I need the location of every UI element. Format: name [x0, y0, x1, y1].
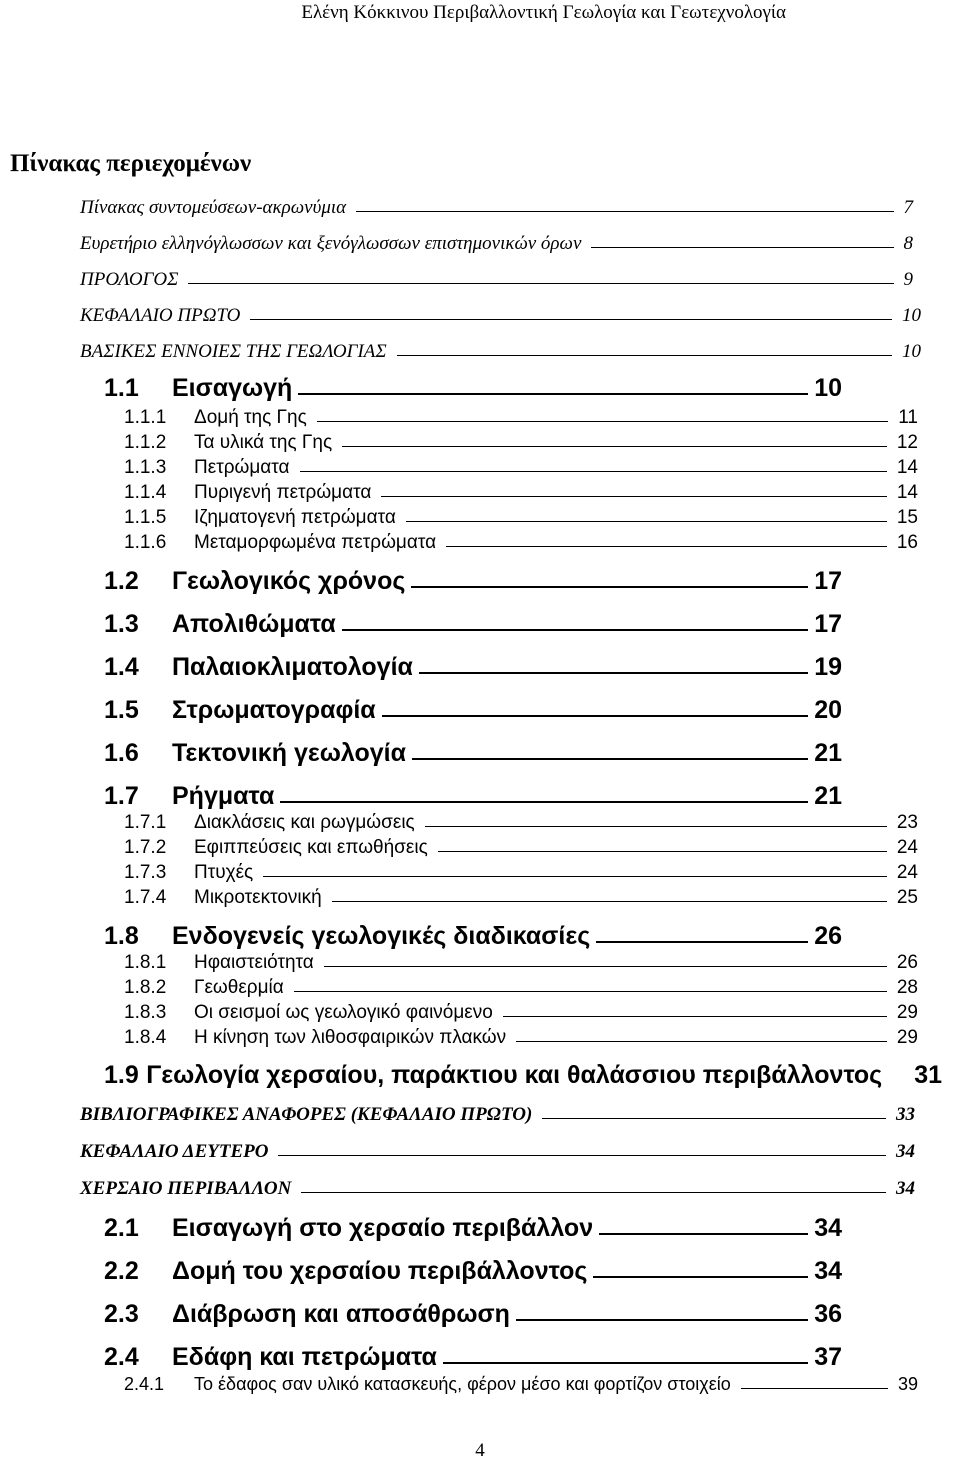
toc-section-page: 10	[814, 374, 842, 402]
dot-leader	[381, 496, 887, 497]
toc-subsection-title: Διακλάσεις και ρωγμώσεις	[194, 812, 415, 833]
dot-leader	[599, 1233, 808, 1235]
toc-subsection-title: Γεωθερμία	[194, 977, 284, 998]
toc-section-page: 21	[814, 739, 842, 767]
toc-subsection-title: Πυριγενή πετρώματα	[194, 482, 372, 503]
toc-section[interactable]	[104, 610, 842, 639]
dot-leader	[593, 1276, 808, 1278]
toc-section[interactable]	[104, 374, 842, 403]
toc-section-number: 1.2	[104, 567, 139, 595]
toc-title: Πίνακας περιεχομένων	[10, 150, 252, 177]
toc-section[interactable]	[104, 922, 842, 951]
toc-section[interactable]	[104, 782, 842, 811]
dot-leader	[342, 446, 887, 447]
toc-section-title: Παλαιοκλιματολογία	[172, 653, 413, 681]
toc-subsection-page: 15	[896, 507, 918, 528]
toc-entry[interactable]	[80, 1141, 915, 1163]
toc-subsection-page: 26	[896, 952, 918, 973]
dot-leader	[516, 1041, 887, 1042]
toc-subsection-title: Το έδαφος σαν υλικό κατασκευής, φέρον μέσο και φορτίζον στοιχείο	[194, 1374, 731, 1394]
toc-subsection[interactable]	[124, 1027, 918, 1049]
dot-leader	[300, 471, 887, 472]
toc-subsection-number: 1.1.1	[124, 407, 167, 428]
toc-section[interactable]	[104, 1300, 842, 1329]
toc-subsection-title: Πτυχές	[194, 862, 254, 883]
dot-leader	[250, 319, 892, 320]
dot-leader	[382, 715, 809, 717]
toc-section-title: Εισαγωγή	[172, 374, 293, 402]
toc-subsection[interactable]	[124, 862, 918, 884]
toc-subsection[interactable]	[124, 812, 918, 834]
toc-subsection-page: 11	[898, 407, 918, 428]
toc-subsection[interactable]	[124, 977, 918, 999]
toc-section[interactable]	[104, 1257, 842, 1286]
toc-subsection[interactable]	[124, 432, 918, 454]
dot-leader	[503, 1016, 887, 1017]
toc-section-number: 1.8	[104, 922, 139, 950]
toc-section-number: 2.3	[104, 1300, 139, 1328]
toc-section-title: Τεκτονική γεωλογία	[172, 739, 406, 767]
toc-section-title: Γεωλογία χερσαίου, παράκτιου και θαλάσσιου περιβάλλοντος	[146, 1061, 883, 1089]
toc-entry-page: 8	[903, 233, 913, 254]
toc-subsection-number: 1.1.2	[124, 432, 167, 453]
toc-section-title: Ρήγματα	[172, 782, 275, 810]
toc-subsection-number: 1.8.2	[124, 977, 167, 998]
toc-subsection-title: Τα υλικά της Γης	[194, 432, 333, 453]
toc-section[interactable]	[104, 696, 842, 725]
dot-leader	[342, 629, 808, 631]
toc-section-number: 1.1	[104, 374, 139, 402]
toc-subsection-number: 1.8.3	[124, 1002, 167, 1023]
toc-section-page: 17	[814, 610, 842, 638]
dot-leader	[324, 966, 887, 967]
toc-subsection-page: 39	[897, 1374, 918, 1394]
toc-section-title: Ενδογενείς γεωλογικές διαδικασίες	[172, 922, 591, 950]
toc-subsection-title: Δομή της Γης	[194, 407, 307, 428]
toc-section-number: 1.7	[104, 782, 139, 810]
toc-subsection[interactable]	[124, 407, 918, 429]
toc-subsection-title: Μικροτεκτονική	[194, 887, 322, 908]
dot-leader	[317, 421, 889, 422]
toc-subsection-title: Οι σεισμοί ως γεωλογικό φαινόμενο	[194, 1002, 493, 1023]
dot-leader	[411, 586, 808, 588]
toc-subsection[interactable]	[124, 532, 918, 554]
toc-subsection-page: 24	[896, 862, 918, 883]
dot-leader	[294, 991, 887, 992]
toc-section-title: Εισαγωγή στο χερσαίο περιβάλλον	[172, 1214, 594, 1242]
toc-subsection-page: 25	[896, 887, 918, 908]
toc-subsection[interactable]	[124, 482, 918, 504]
toc-entry-title: ΒΙΒΛΙΟΓΡΑΦΙΚΕΣ ΑΝΑΦΟΡΕΣ (ΚΕΦΑΛΑΙΟ ΠΡΩΤΟ)	[80, 1104, 533, 1125]
toc-subsection-number: 1.7.2	[124, 837, 167, 858]
toc-subsection-title: Ιζηματογενή πετρώματα	[194, 507, 396, 528]
toc-section[interactable]	[104, 739, 842, 768]
toc-subsection-title: Μεταμορφωμένα πετρώματα	[194, 532, 437, 553]
toc-subsection[interactable]	[124, 887, 918, 909]
dot-leader	[596, 941, 808, 943]
dot-leader	[412, 758, 808, 760]
toc-entry[interactable]	[80, 197, 913, 219]
toc-entry[interactable]	[80, 1104, 915, 1126]
toc-section-page: 21	[814, 782, 842, 810]
toc-section-number: 1.6	[104, 739, 139, 767]
toc-section-page: 34	[814, 1257, 842, 1285]
toc-section-title: Διάβρωση και αποσάθρωση	[172, 1300, 510, 1328]
dot-leader	[406, 521, 887, 522]
toc-subsection-number: 1.8.4	[124, 1027, 167, 1048]
toc-section-page: 26	[814, 922, 842, 950]
toc-section-title: Δομή του χερσαίου περιβάλλοντος	[172, 1257, 588, 1285]
running-header: Ελένη Κόκκινου Περιβαλλοντική Γεωλογία και Γεωτεχνολογία	[301, 2, 786, 23]
toc-subsection-page: 14	[896, 482, 918, 503]
toc-entry-title: ΚΕΦΑΛΑΙΟ ΠΡΩΤΟ	[80, 305, 241, 326]
dot-leader	[425, 826, 887, 827]
toc-section-page: 34	[814, 1214, 842, 1242]
toc-entry-title: ΒΑΣΙΚΕΣ ΕΝΝΟΙΕΣ ΤΗΣ ΓΕΩΛΟΓΙΑΣ	[80, 341, 387, 362]
dot-leader	[542, 1118, 886, 1119]
toc-entry-page: 33	[896, 1104, 915, 1125]
toc-section-page: 19	[814, 653, 842, 681]
toc-section-number: 1.5	[104, 696, 139, 724]
toc-entry[interactable]	[80, 233, 913, 255]
toc-entry[interactable]	[80, 269, 913, 291]
toc-section-page: 20	[814, 696, 842, 724]
toc-subsection-number: 1.7.4	[124, 887, 167, 908]
toc-section-number: 1.3	[104, 610, 139, 638]
toc-subsection-title: Ηφαιστειότητα	[194, 952, 314, 973]
toc-subsection[interactable]	[124, 457, 918, 479]
toc-entry-page: 10	[902, 305, 921, 326]
toc-subsection-page: 12	[896, 432, 918, 453]
toc-section-page: 17	[814, 567, 842, 595]
toc-subsection-title: Εφιππεύσεις και επωθήσεις	[194, 837, 428, 858]
toc-subsection[interactable]	[124, 837, 918, 859]
toc-entry-page: 10	[902, 341, 921, 362]
dot-leader	[188, 283, 893, 284]
toc-entry-title: ΧΕΡΣΑΙΟ ΠΕΡΙΒΑΛΛΟΝ	[80, 1178, 292, 1199]
toc-subsection-title: Η κίνηση των λιθοσφαιρικών πλακών	[194, 1027, 507, 1048]
toc-subsection-number: 1.7.1	[124, 812, 167, 833]
toc-subsection[interactable]	[124, 1374, 918, 1395]
toc-entry-title: Ευρετήριο ελληνόγλωσσων και ξενόγλωσσων επιστημονικών όρων	[80, 233, 582, 254]
toc-section[interactable]	[104, 1061, 942, 1090]
dot-leader	[438, 851, 887, 852]
toc-subsection[interactable]	[124, 507, 918, 529]
toc-entry-page: 34	[896, 1178, 915, 1199]
toc-subsection-number: 2.4.1	[124, 1374, 165, 1394]
toc-subsection-page: 29	[896, 1002, 918, 1023]
toc-section-title: Εδάφη και πετρώματα	[172, 1343, 437, 1371]
dot-leader	[301, 1192, 886, 1193]
toc-subsection-number: 1.8.1	[124, 952, 167, 973]
toc-section-number: 1.4	[104, 653, 139, 681]
dot-leader	[278, 1155, 886, 1156]
toc-section[interactable]	[104, 1214, 842, 1243]
toc-section-page: 37	[814, 1343, 842, 1371]
dot-leader	[741, 1388, 888, 1389]
toc-section-number: 2.4	[104, 1343, 139, 1371]
dot-leader	[591, 247, 893, 248]
toc-entry-title: Πίνακας συντομεύσεων-ακρωνύμια	[80, 197, 347, 218]
toc-subsection[interactable]	[124, 952, 918, 974]
toc-section-page: 31	[914, 1061, 942, 1089]
page-number: 4	[475, 1440, 485, 1461]
dot-leader	[263, 876, 887, 877]
dot-leader	[332, 901, 887, 902]
dot-leader	[397, 355, 892, 356]
toc-entry[interactable]	[80, 341, 921, 363]
toc-subsection-page: 14	[896, 457, 918, 478]
dot-leader	[356, 211, 893, 212]
toc-subsection[interactable]	[124, 1002, 918, 1024]
toc-section-number: 1.9	[104, 1061, 139, 1089]
toc-subsection-page: 28	[896, 977, 918, 998]
dot-leader	[419, 672, 808, 674]
toc-section[interactable]	[104, 1343, 842, 1372]
toc-section-title: Γεωλογικός χρόνος	[172, 567, 406, 595]
toc-entry-title: ΠΡΟΛΟΓΟΣ	[80, 269, 179, 290]
toc-subsection-number: 1.1.3	[124, 457, 167, 478]
dot-leader	[443, 1362, 808, 1364]
toc-entry-title: ΚΕΦΑΛΑΙΟ ΔΕΥΤΕΡΟ	[80, 1141, 269, 1162]
dot-leader	[280, 801, 808, 803]
toc-section[interactable]	[104, 567, 842, 596]
dot-leader	[298, 393, 808, 395]
dot-leader	[516, 1319, 808, 1321]
toc-section-number: 2.2	[104, 1257, 139, 1285]
toc-subsection-title: Πετρώματα	[194, 457, 290, 478]
toc-subsection-number: 1.1.5	[124, 507, 167, 528]
toc-section-title: Απολιθώματα	[172, 610, 336, 638]
toc-entry[interactable]	[80, 305, 921, 327]
toc-subsection-page: 29	[896, 1027, 918, 1048]
toc-entry-page: 34	[896, 1141, 915, 1162]
toc-entry[interactable]	[80, 1178, 915, 1200]
toc-entry-page: 7	[903, 197, 913, 218]
toc-subsection-page: 23	[896, 812, 918, 833]
toc-section[interactable]	[104, 653, 842, 682]
toc-section-number: 2.1	[104, 1214, 139, 1242]
toc-subsection-page: 24	[896, 837, 918, 858]
toc-section-title: Στρωματογραφία	[172, 696, 376, 724]
toc-section-page: 36	[814, 1300, 842, 1328]
toc-subsection-number: 1.1.6	[124, 532, 167, 553]
toc-subsection-number: 1.7.3	[124, 862, 167, 883]
toc-subsection-number: 1.1.4	[124, 482, 167, 503]
toc-entry-page: 9	[903, 269, 913, 290]
toc-subsection-page: 16	[896, 532, 918, 553]
dot-leader	[446, 546, 887, 547]
